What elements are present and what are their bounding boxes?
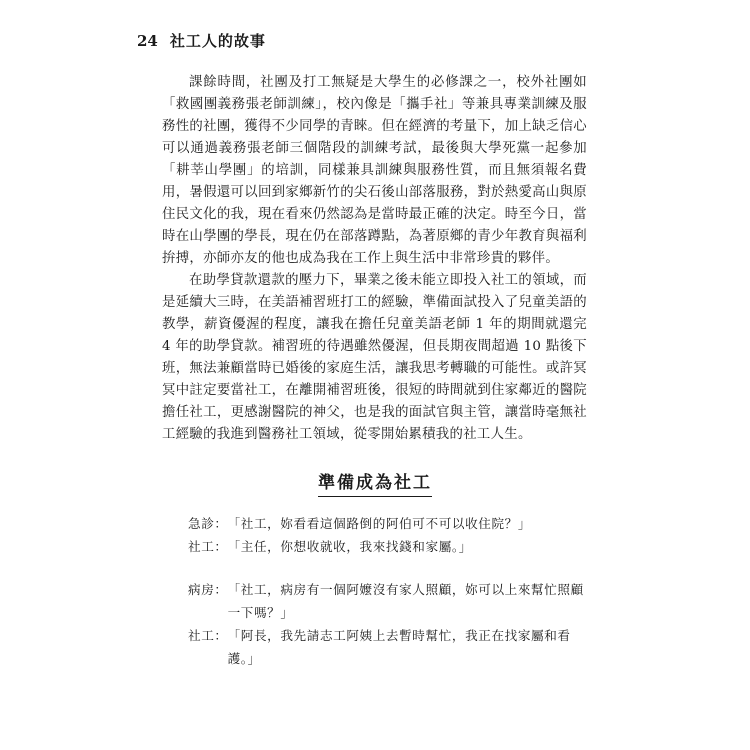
dialogue-speaker: 社工：: [188, 628, 228, 643]
dialogue-group: [188, 578, 588, 670]
dialogue-group: [188, 512, 588, 558]
dialogue-line: [188, 512, 588, 535]
dialogue-speech: 「社工，病房有一個阿嬤沒有家人照顧，妳可以上來幫忙照顧一下嗎？」: [227, 582, 584, 620]
dialogue-speech: 「社工，妳看看這個路倒的阿伯可不可以收住院？」: [227, 516, 532, 531]
section-heading-text: 準備成為社工: [318, 473, 432, 497]
dialogue-speaker: 急診：: [188, 516, 228, 531]
dialogue-speech: 「主任，你想收就收，我來找錢和家屬。」: [227, 539, 472, 554]
paragraph: 課餘時間，社團及打工無疑是大學生的必修課之一，校外社團如「救國團義務張老師訓練」，校內像是「攜手社」等兼具專業訓練及服務性的社團，獲得不少同學的青睞。但在經濟的考量下，加上缺乏信心可以通過義務張老師三個階段的訓練考試，最後與大學死黨一起參加「耕莘山學團」的培訓，同樣兼具訓練與服務性質，而且無須報名費用，暑假還可以回到家鄉新竹的尖石後山部落服務，對於熱愛高山與原住民文化的我，現在看來仍然認為是當時最正確的決定。時至今日，當時在山學團的學長，現在仍在部落蹲點，為著原鄉的青少年教育與福利拚搏，亦師亦友的他也成為我在工作上與生活中非常珍貴的夥伴。: [162, 75, 587, 266]
dialogue-line: [188, 535, 588, 558]
dialogue-line: [188, 624, 588, 670]
page-number: 24: [137, 32, 158, 50]
dialogue-speech: 「阿長，我先請志工阿姨上去暫時幫忙，我正在找家屬和看護。」: [227, 628, 571, 666]
section-heading: [0, 468, 750, 493]
dialogue-speaker: 社工：: [188, 539, 228, 554]
page-header: [137, 30, 266, 51]
running-title: 社工人的故事: [169, 32, 266, 50]
body-text: [162, 72, 587, 446]
dialogue-line: [188, 578, 588, 624]
dialogue-speaker: 病房：: [188, 582, 228, 597]
paragraph: 在助學貸款還款的壓力下，畢業之後未能立即投入社工的領域，而是延續大三時，在美語補習班打工的經驗，準備面試投入了兒童美語的教學，薪資優渥的程度，讓我在擔任兒童美語老師 1 年的期間就還完 4 年的助學貸款。補習班的待遇雖然優渥，但長期夜間超過 10 點後下班，無法兼顧當時已婚後的家庭生活，讓我思考轉職的可能性。或許冥冥中註定要當社工，在離開補習班後，很短的時間就到住家鄰近的醫院擔任社工，更感謝醫院的神父，也是我的面試官與主管，讓當時毫無社工經驗的我進到醫務社工領域，從零開始累積我的社工人生。: [162, 273, 587, 442]
